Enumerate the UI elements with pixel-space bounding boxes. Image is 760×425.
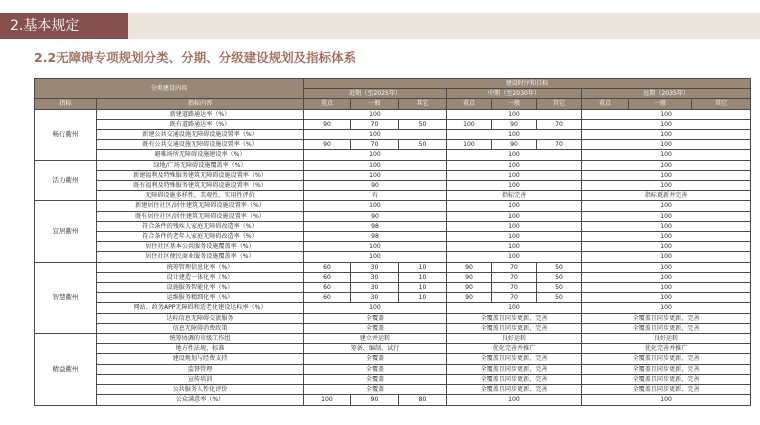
value-cell: 60	[304, 262, 351, 272]
indicator-label: 既有福利及特殊服务建筑无障碍设施设置率（%）	[97, 181, 304, 191]
table-row	[35, 232, 751, 242]
table-row	[35, 272, 751, 282]
value-cell: 50	[537, 283, 582, 293]
value-cell: 60	[304, 293, 351, 303]
value-cell: 优化完善并推广	[582, 344, 751, 354]
value-cell: 全覆盖且同步更新、完善	[582, 385, 751, 395]
value-cell: 指标完善	[447, 191, 582, 201]
value-cell: 90	[304, 181, 447, 191]
table-row	[35, 385, 751, 395]
value-cell: 90	[304, 119, 351, 129]
value-cell: 100	[447, 140, 492, 150]
table-row	[35, 323, 751, 333]
value-cell: 100	[447, 211, 582, 221]
indicator-label: 无障碍设施多样性、美观性、实用性评价	[97, 191, 304, 201]
value-cell: 全覆盖且同步更新、完善	[447, 385, 582, 395]
value-cell: 100	[447, 170, 582, 180]
indicator-label: 网站、政务APP无障碍和适老化建设达标率（%）	[97, 303, 304, 313]
value-cell: 50	[537, 262, 582, 272]
indicator-label: 新建福利及特殊服务建筑无障碍设施设置率（%）	[97, 170, 304, 180]
value-cell: 100	[304, 395, 351, 405]
value-cell: 100	[304, 242, 447, 252]
value-cell: 70	[492, 262, 537, 272]
value-cell: 100	[447, 181, 582, 191]
table-row	[35, 160, 751, 170]
value-cell: 100	[582, 201, 751, 211]
indicator-label: 既有公共交通设施无障碍设施设置率（%）	[97, 140, 304, 150]
value-cell: 90	[492, 119, 537, 129]
value-cell: 全覆盖	[304, 374, 447, 384]
table-row	[35, 313, 751, 323]
group-name: 精益衢州	[35, 334, 97, 405]
value-cell: 全覆盖	[304, 354, 447, 364]
indicator-label: 统筹协调的市级工作组	[97, 334, 304, 344]
header-period-far: 远期（2035年）	[582, 89, 751, 99]
value-cell: 70	[351, 119, 399, 129]
value-cell: 100	[582, 252, 751, 262]
value-cell: 全覆盖	[304, 385, 447, 395]
header-level-other: 其它	[399, 99, 447, 109]
value-cell: 100	[304, 303, 447, 313]
table-row	[35, 119, 751, 129]
page-subtitle: 2.2无障碍专项规划分类、分期、分级建设规划及指标体系	[34, 50, 357, 65]
header-indicator: 指标	[35, 99, 97, 109]
value-cell: 90	[447, 283, 492, 293]
group-name: 宜居衢州	[35, 201, 97, 262]
value-cell: 良好运转	[582, 334, 751, 344]
value-cell: 98	[304, 221, 447, 231]
value-cell: 90	[447, 272, 492, 282]
value-cell: 100	[304, 252, 447, 262]
header-level-general: 一般	[629, 99, 692, 109]
value-cell: 100	[447, 150, 582, 160]
value-cell: 有	[304, 191, 447, 201]
indicator-label: 公共服务人性化评价	[97, 385, 304, 395]
table-row	[35, 283, 751, 293]
value-cell: 10	[399, 283, 447, 293]
table-row	[35, 252, 751, 262]
indicator-label: 新建居住社区/居住建筑无障碍设施设置率（%）	[97, 201, 304, 211]
value-cell: 100	[582, 160, 751, 170]
indicator-table-container	[34, 78, 750, 406]
value-cell: 10	[399, 262, 447, 272]
value-cell: 全覆盖且同步更新、完善	[582, 374, 751, 384]
table-row	[35, 242, 751, 252]
table-row	[35, 150, 751, 160]
indicator-label: 设施服务智能化率（%）	[97, 283, 304, 293]
indicator-label: 符合条件的老年人家庭无障碍改造率（%）	[97, 232, 304, 242]
table-row	[35, 395, 751, 405]
value-cell: 98	[304, 232, 447, 242]
value-cell: 良好运转	[447, 334, 582, 344]
value-cell: 100	[582, 109, 751, 119]
value-cell: 100	[582, 119, 751, 129]
value-cell: 100	[304, 150, 447, 160]
value-cell: 30	[351, 262, 399, 272]
value-cell: 60	[304, 283, 351, 293]
table-row	[35, 191, 751, 201]
indicator-label: 新建公共交通设施无障碍设施设置率（%）	[97, 130, 304, 140]
value-cell: 100	[582, 293, 751, 303]
table-row	[35, 262, 751, 272]
value-cell: 100	[582, 303, 751, 313]
header-indicator-content: 指标内容	[97, 99, 304, 109]
value-cell: 30	[351, 272, 399, 282]
header-level-general: 一般	[492, 99, 537, 109]
indicator-label: 公众满意率（%）	[97, 395, 304, 405]
value-cell: 100	[447, 201, 582, 211]
value-cell: 30	[351, 293, 399, 303]
indicator-label: 既有居住社区/居住建筑无障碍设施设置率（%）	[97, 211, 304, 221]
table-row	[35, 334, 751, 344]
value-cell: 全覆盖且同步更新、完善	[447, 374, 582, 384]
value-cell: 100	[447, 130, 582, 140]
value-cell: 100	[447, 232, 582, 242]
indicator-label: 宣传培训	[97, 374, 304, 384]
indicator-label: 既有道路通达率（%）	[97, 119, 304, 129]
value-cell: 80	[399, 395, 447, 405]
table-row	[35, 211, 751, 221]
indicator-label: 建设规划与经费支持	[97, 354, 304, 364]
indicator-label: 设计建造一体化率（%）	[97, 272, 304, 282]
header-period-near: 近期（至2025年）	[304, 89, 447, 99]
value-cell: 70	[537, 140, 582, 150]
value-cell: 全覆盖且同步更新、完善	[447, 323, 582, 333]
indicator-label: 达标信息无障碍交流服务	[97, 313, 304, 323]
value-cell: 全覆盖且同步更新、完善	[447, 313, 582, 323]
group-name: 畅行衢州	[35, 109, 97, 160]
header-level-other: 其它	[537, 99, 582, 109]
indicator-label: 运维服务精细化率（%）	[97, 293, 304, 303]
value-cell: 筹备、编制、试行	[304, 344, 447, 354]
indicator-label: 避难场所无障碍设施建设率（%）	[97, 150, 304, 160]
value-cell: 90	[447, 262, 492, 272]
indicator-label: 居住社区便民商业服务设施覆盖率（%）	[97, 252, 304, 262]
header-level-key: 重点	[447, 99, 492, 109]
header-time-target: 建设时序和目标	[304, 79, 751, 89]
table-row	[35, 354, 751, 364]
value-cell: 指标更新并完善	[582, 191, 751, 201]
table-row	[35, 109, 751, 119]
value-cell: 50	[399, 119, 447, 129]
value-cell: 全覆盖	[304, 313, 447, 323]
table-row	[35, 344, 751, 354]
value-cell: 100	[582, 170, 751, 180]
group-name: 活力衢州	[35, 160, 97, 201]
value-cell: 全覆盖	[304, 323, 447, 333]
value-cell: 100	[304, 160, 447, 170]
table-row	[35, 303, 751, 313]
value-cell: 70	[351, 140, 399, 150]
value-cell: 100	[447, 252, 582, 262]
value-cell: 100	[304, 130, 447, 140]
value-cell: 90	[304, 211, 447, 221]
header-period-mid: 中期（至2030年）	[447, 89, 582, 99]
value-cell: 100	[582, 395, 751, 405]
value-cell: 100	[582, 232, 751, 242]
value-cell: 全覆盖且同步更新、完善	[582, 313, 751, 323]
indicator-label: 统筹管理信息化率（%）	[97, 262, 304, 272]
value-cell: 100	[447, 119, 492, 129]
value-cell: 100	[582, 262, 751, 272]
value-cell: 优化完善并推广	[447, 344, 582, 354]
value-cell: 100	[582, 242, 751, 252]
value-cell: 10	[399, 272, 447, 282]
value-cell: 70	[492, 272, 537, 282]
indicator-label: 信息无障碍消费政策	[97, 323, 304, 333]
table-row	[35, 170, 751, 180]
value-cell: 90	[492, 140, 537, 150]
section-title: 2.基本规定	[0, 13, 128, 39]
value-cell: 100	[582, 130, 751, 140]
table-row	[35, 221, 751, 231]
header-level-key: 重点	[582, 99, 629, 109]
indicator-label: 新建道路通达率（%）	[97, 109, 304, 119]
value-cell: 100	[582, 140, 751, 150]
value-cell: 全覆盖且同步更新、完善	[582, 354, 751, 364]
value-cell: 全覆盖	[304, 364, 447, 374]
value-cell: 70	[537, 119, 582, 129]
table-row	[35, 140, 751, 150]
table-row	[35, 293, 751, 303]
value-cell: 90	[447, 293, 492, 303]
value-cell: 100	[582, 272, 751, 282]
value-cell: 10	[399, 293, 447, 303]
value-cell: 100	[447, 160, 582, 170]
indicator-label: 监督管理	[97, 364, 304, 374]
value-cell: 100	[447, 395, 582, 405]
value-cell: 60	[304, 272, 351, 282]
value-cell: 90	[351, 395, 399, 405]
indicator-label: 地方性法规、标准	[97, 344, 304, 354]
value-cell: 全覆盖且同步更新、完善	[582, 323, 751, 333]
value-cell: 70	[492, 293, 537, 303]
value-cell: 50	[537, 272, 582, 282]
group-name: 智慧衢州	[35, 262, 97, 333]
value-cell: 50	[537, 293, 582, 303]
indicator-label: 符合条件的残疾人家庭无障碍改造率（%）	[97, 221, 304, 231]
table-row	[35, 374, 751, 384]
header-class-content: 分类建设内容	[35, 79, 304, 99]
value-cell: 全覆盖且同步更新、完善	[447, 354, 582, 364]
value-cell: 100	[304, 201, 447, 211]
value-cell: 100	[582, 283, 751, 293]
value-cell: 100	[447, 221, 582, 231]
indicator-label: 绿地/广场无障碍设施覆盖率（%）	[97, 160, 304, 170]
value-cell: 100	[582, 221, 751, 231]
header-level-general: 一般	[351, 99, 399, 109]
title-rule	[128, 13, 760, 39]
indicator-table	[34, 78, 751, 406]
table-row	[35, 181, 751, 191]
value-cell: 90	[304, 140, 351, 150]
indicator-label: 居住社区基本公共服务设施覆盖率（%）	[97, 242, 304, 252]
value-cell: 100	[582, 211, 751, 221]
value-cell: 建立并运转	[304, 334, 447, 344]
value-cell: 100	[304, 109, 447, 119]
header-level-other: 其它	[692, 99, 751, 109]
table-row	[35, 130, 751, 140]
value-cell: 100	[447, 242, 582, 252]
header-level-key: 重点	[304, 99, 351, 109]
value-cell: 100	[582, 150, 751, 160]
value-cell: 70	[492, 283, 537, 293]
value-cell: 全覆盖且同步更新、完善	[447, 364, 582, 374]
value-cell: 100	[447, 303, 582, 313]
table-row	[35, 201, 751, 211]
value-cell: 50	[399, 140, 447, 150]
value-cell: 30	[351, 283, 399, 293]
value-cell: 100	[447, 109, 582, 119]
indicator-table-body	[35, 109, 751, 405]
value-cell: 100	[582, 181, 751, 191]
value-cell: 100	[304, 170, 447, 180]
table-row	[35, 364, 751, 374]
value-cell: 全覆盖且同步更新、完善	[582, 364, 751, 374]
